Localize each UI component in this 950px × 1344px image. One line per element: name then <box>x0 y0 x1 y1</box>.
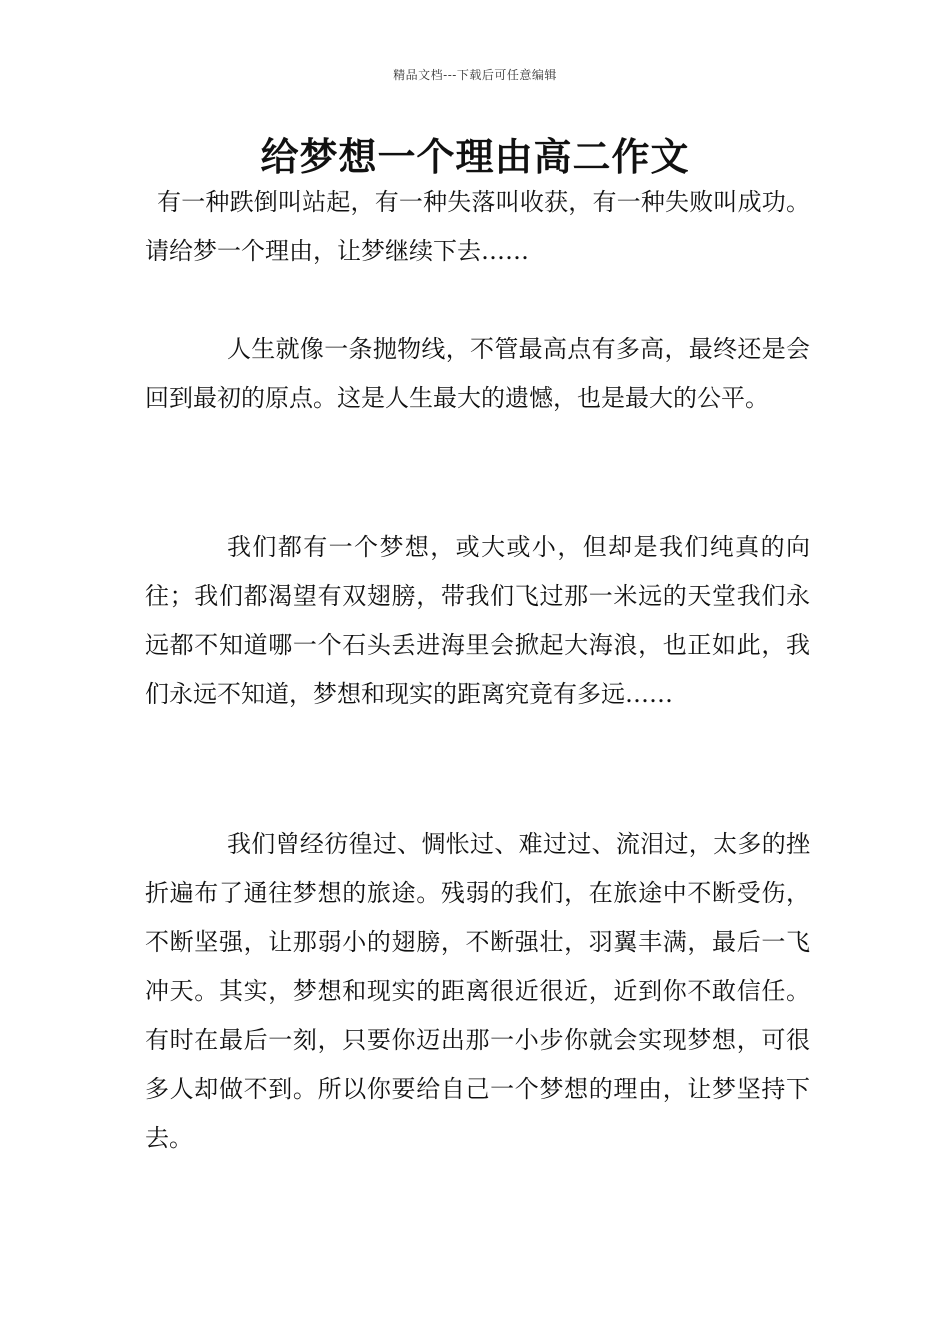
paragraph-1: 有一种跌倒叫站起，有一种失落叫收获，有一种失败叫成功。请给梦一个理由，让梦继续下去…… <box>145 188 810 265</box>
paragraph-4: 我们曾经彷徨过、惆怅过、难过过、流泪过，太多的挫折遍布了通往梦想的旅途。残弱的我们，在旅途中不断受伤，不断坚强，让那弱小的翅膀，不断强壮，羽翼丰满，最后一飞冲天。其实，梦想和现实的距离很近很近，近到你不敢信任。有时在最后一刻，只要你迈出那一小步你就会实现梦想，可很多人却做不到。所以你要给自己一个梦想的理由，让梦坚持下去。 <box>145 830 810 1152</box>
header-note: 精品文档---下载后可任意编辑 <box>393 68 557 82</box>
paragraph-3: 我们都有一个梦想，或大或小，但却是我们纯真的向往；我们都渴望有双翅膀，带我们飞过那一米远的天堂我们永远都不知道哪一个石头丢进海里会掀起大海浪，也正如此，我们永远不知道，梦想和现实的距离究竟有多远…… <box>145 533 810 708</box>
paragraph-2: 人生就像一条抛物线，不管最高点有多高，最终还是会回到最初的原点。这是人生最大的遗憾，也是最大的公平。 <box>145 335 810 412</box>
page-title: 给梦想一个理由高二作文 <box>260 134 690 179</box>
